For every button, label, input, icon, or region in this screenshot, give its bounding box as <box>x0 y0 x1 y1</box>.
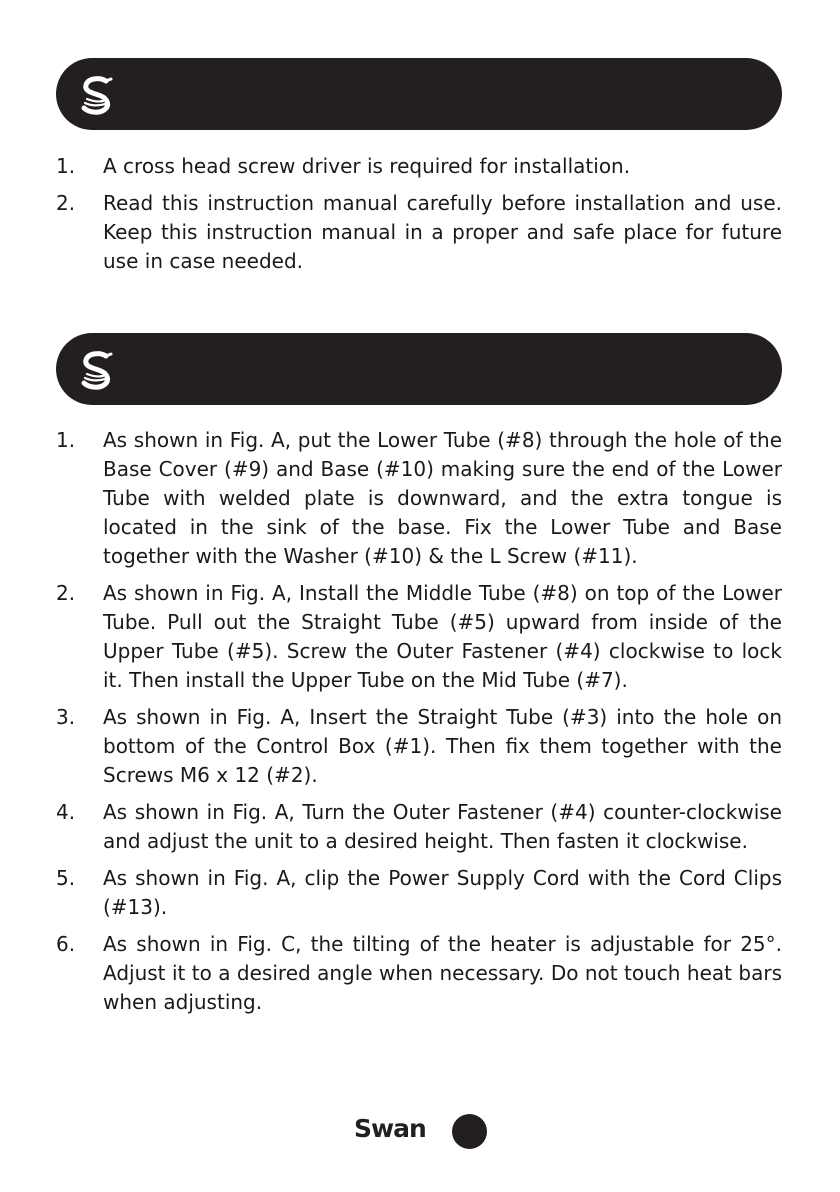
installation-steps-list <box>56 426 782 1017</box>
list-item: 3. As shown in Fig. A, Insert the Straight Tube (#3) into the hole on bottom of the Control Box (#1). Then fix them together with the Screws M6 x 12 (#2). <box>56 705 782 787</box>
brand-logo: Swan <box>354 1114 426 1143</box>
list-item: 2. Read this instruction manual carefully before installation and use. Keep this instruction manual in a proper and safe place for future use in case needed. <box>56 191 782 273</box>
page-footer <box>354 1112 494 1152</box>
list-item: 5. As shown in Fig. A, clip the Power Supply Cord with the Cord Clips (#13). <box>56 866 782 919</box>
swan-logo-icon <box>70 68 124 122</box>
page-number-dot <box>452 1114 487 1149</box>
swan-logo-icon <box>70 343 124 397</box>
list-item: 4. As shown in Fig. A, Turn the Outer Fastener (#4) counter-clockwise and adjust the unit to a desired height. Then fasten it clockwise. <box>56 800 782 853</box>
section-header-banner <box>56 333 782 405</box>
requirements-list <box>56 152 782 276</box>
list-item: 6. As shown in Fig. C, the tilting of the heater is adjustable for 25°. Adjust it to a desired angle when necessary. Do not touch heat bars when adjusting. <box>56 932 782 1014</box>
section-header-banner <box>56 58 782 130</box>
list-item: 2. As shown in Fig. A, Install the Middle Tube (#8) on top of the Lower Tube. Pull out the Straight Tube (#5) upward from inside of the Upper Tube (#5). Screw the Outer Fastener (#4) clockwise to lock it. Then install the Upper Tube on the Mid Tube (#7). <box>56 581 782 692</box>
list-item: 1. As shown in Fig. A, put the Lower Tube (#8) through the hole of the Base Cover (#9) and Base (#10) making sure the end of the Lower Tube with welded plate is downward, and the extra tongue is located in the sink of the base. Fix the Lower Tube and Base together with the Washer (#10) & the L Screw (#11). <box>56 428 782 568</box>
list-item: 1. A cross head screw driver is required for installation. <box>56 154 631 178</box>
